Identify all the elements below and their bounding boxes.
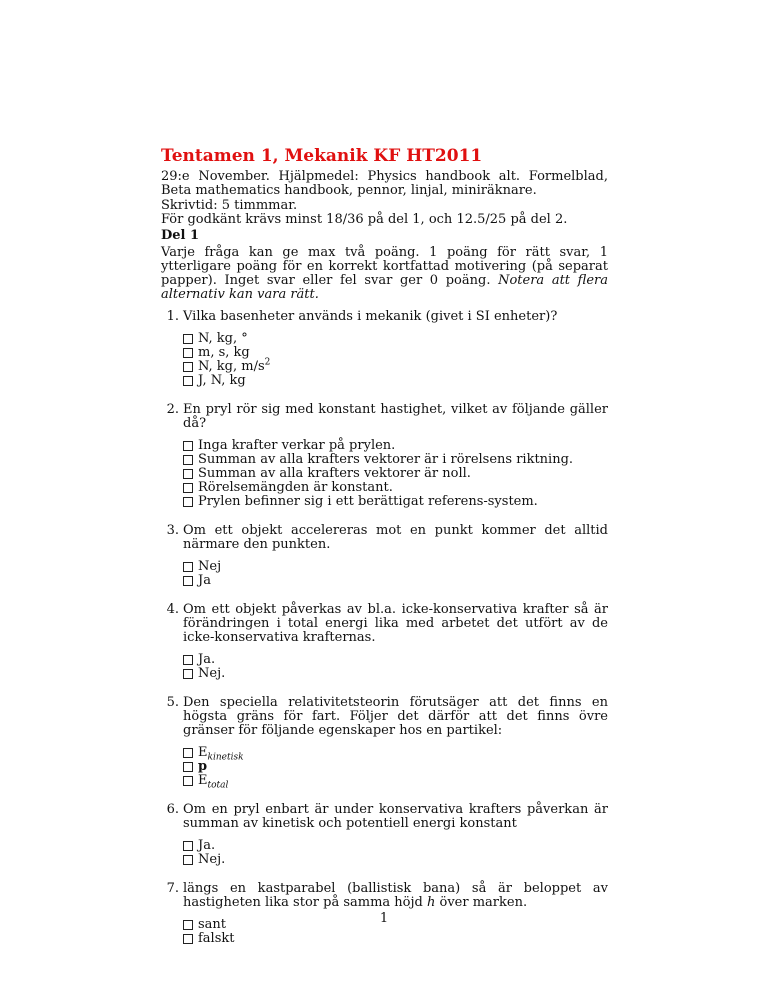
question-text: Vilka basenheter används i mekanik (givet i SI enheter)?: [183, 309, 558, 324]
option-label: m, s, kg: [198, 345, 250, 360]
option-label: Nej: [198, 559, 222, 574]
intro-emphasis: Notera att flera alternativ kan vara rätt.: [161, 273, 608, 302]
option-subscript: total: [207, 780, 229, 791]
question-number: 6.: [166, 802, 179, 817]
intro-text: Varje fråga kan ge max två poäng. 1 poäng för rätt svar, 1 ytterligare poäng för en korrekt kortfattad motivering (på separat papper). Inget svar eller fel svar ger 0 poäng.: [161, 245, 608, 288]
question-variable: h: [426, 895, 436, 910]
checkbox[interactable]: [183, 841, 193, 851]
option-label: J, N, kg: [198, 373, 246, 388]
option-label: Summan av alla krafters vektorer är noll.: [198, 466, 471, 481]
option-item[interactable]: [183, 453, 608, 467]
option-label: Rörelsemängden är konstant.: [198, 480, 393, 495]
exam-passing-line: För godkänt krävs minst 18/36 på del 1, och 12.5/25 på del 2.: [161, 212, 568, 227]
option-label: Ja: [198, 573, 211, 588]
option-label-base: E: [198, 745, 208, 760]
option-item[interactable]: [183, 467, 608, 481]
question-number: 5.: [166, 695, 179, 710]
question-6: [161, 803, 608, 867]
question-3: [161, 524, 608, 588]
option-item[interactable]: [183, 932, 608, 946]
option-item[interactable]: [183, 495, 608, 509]
checkbox[interactable]: [183, 562, 193, 572]
checkbox[interactable]: [183, 376, 193, 386]
section-intro: [161, 246, 608, 302]
checkbox[interactable]: [183, 776, 193, 786]
option-label: Nej.: [198, 852, 226, 867]
question-number: 4.: [166, 602, 179, 617]
question-text-part: längs en kastparabel (ballistisk bana) så är beloppet av hastigheten lika stor på samma höjd: [183, 881, 608, 910]
question-text-part: över marken.: [435, 895, 528, 910]
question-5: [161, 695, 608, 791]
option-item[interactable]: [183, 357, 608, 374]
checkbox[interactable]: [183, 497, 193, 507]
checkbox[interactable]: [183, 934, 193, 944]
option-label: Inga krafter verkar på prylen.: [198, 438, 396, 453]
option-item[interactable]: [183, 667, 608, 681]
option-item[interactable]: [183, 760, 608, 774]
option-item[interactable]: [183, 853, 608, 867]
checkbox[interactable]: [183, 655, 193, 665]
question-number: 2.: [166, 402, 179, 417]
option-item[interactable]: [183, 653, 608, 667]
checkbox[interactable]: [183, 762, 193, 772]
page-number: 1: [379, 911, 389, 926]
option-item[interactable]: [183, 332, 608, 346]
exam-info-line: 29:e November. Hjälpmedel: Physics handbook alt. Formelblad, Beta mathematics handbook, pennor, linjal, miniräknare.: [161, 169, 608, 198]
option-label: Prylen befinner sig i ett berättigat referens-system.: [198, 494, 538, 509]
section-heading: Del 1: [161, 228, 200, 243]
option-item[interactable]: [183, 745, 608, 763]
checkbox[interactable]: [183, 469, 193, 479]
question-number: 7.: [166, 881, 179, 896]
option-label: [198, 745, 244, 763]
checkbox[interactable]: [183, 483, 193, 493]
option-item[interactable]: [183, 346, 608, 360]
option-label: Nej.: [198, 666, 226, 681]
option-subscript: kinetisk: [207, 752, 244, 763]
option-item[interactable]: [183, 374, 608, 388]
page-title: Tentamen 1, Mekanik KF HT2011: [161, 146, 483, 166]
option-superscript: 2: [264, 357, 271, 368]
option-list: [183, 332, 608, 388]
checkbox[interactable]: [183, 441, 193, 451]
question-1: [161, 310, 608, 388]
question-list: [161, 310, 608, 946]
option-list: [183, 839, 608, 867]
checkbox[interactable]: [183, 855, 193, 865]
checkbox[interactable]: [183, 334, 193, 344]
option-label: Ja.: [198, 838, 216, 853]
question-text: [183, 882, 608, 910]
exam-page: [161, 146, 608, 961]
checkbox[interactable]: [183, 669, 193, 679]
option-list: [183, 560, 608, 588]
question-number: 1.: [166, 309, 179, 324]
option-label: [198, 357, 271, 374]
option-label: [198, 773, 229, 791]
option-label-base: E: [198, 773, 208, 788]
option-list: [183, 439, 608, 509]
checkbox[interactable]: [183, 348, 193, 358]
question-4: [161, 603, 608, 681]
checkbox[interactable]: [183, 362, 193, 372]
option-item[interactable]: [183, 560, 608, 574]
option-label: sant: [198, 917, 227, 932]
option-item[interactable]: [183, 439, 608, 453]
question-text: Om ett objekt accelereras mot en punkt kommer det alltid närmare den punkten.: [183, 523, 608, 552]
question-text: En pryl rör sig med konstant hastighet, vilket av följande gäller då?: [183, 402, 608, 431]
checkbox[interactable]: [183, 455, 193, 465]
option-label: falskt: [198, 931, 235, 946]
option-list: [183, 745, 608, 791]
option-label: N, kg, °: [198, 331, 248, 346]
option-item[interactable]: [183, 574, 608, 588]
option-label-base: N, kg, m/s: [198, 359, 265, 374]
option-label-base: p: [198, 759, 208, 774]
question-text: Om ett objekt påverkas av bl.a. icke-konservativa krafter så är förändringen i total energi lika med arbetet det utfört av de icke-konservativa krafternas.: [183, 602, 608, 645]
checkbox[interactable]: [183, 748, 193, 758]
question-2: [161, 403, 608, 509]
option-item[interactable]: [183, 839, 608, 853]
option-label: Summan av alla krafters vektorer är i rörelsens riktning.: [198, 452, 574, 467]
question-text: Om en pryl enbart är under konservativa krafters påverkan är summan av kinetisk och potentiell energi konstant: [183, 802, 608, 831]
option-item[interactable]: [183, 481, 608, 495]
checkbox[interactable]: [183, 576, 193, 586]
option-label: Ja.: [198, 652, 216, 667]
exam-duration-line: Skrivtid: 5 timmmar.: [161, 198, 298, 213]
option-label: [198, 760, 207, 774]
option-item[interactable]: [183, 773, 608, 791]
question-text: Den speciella relativitetsteorin förutsäger att det finns en högsta gräns för fart. Följer det därför att det finns övre gränser för följande egenskaper hos en partikel:: [183, 695, 608, 738]
option-list: [183, 653, 608, 681]
question-number: 3.: [166, 523, 179, 538]
